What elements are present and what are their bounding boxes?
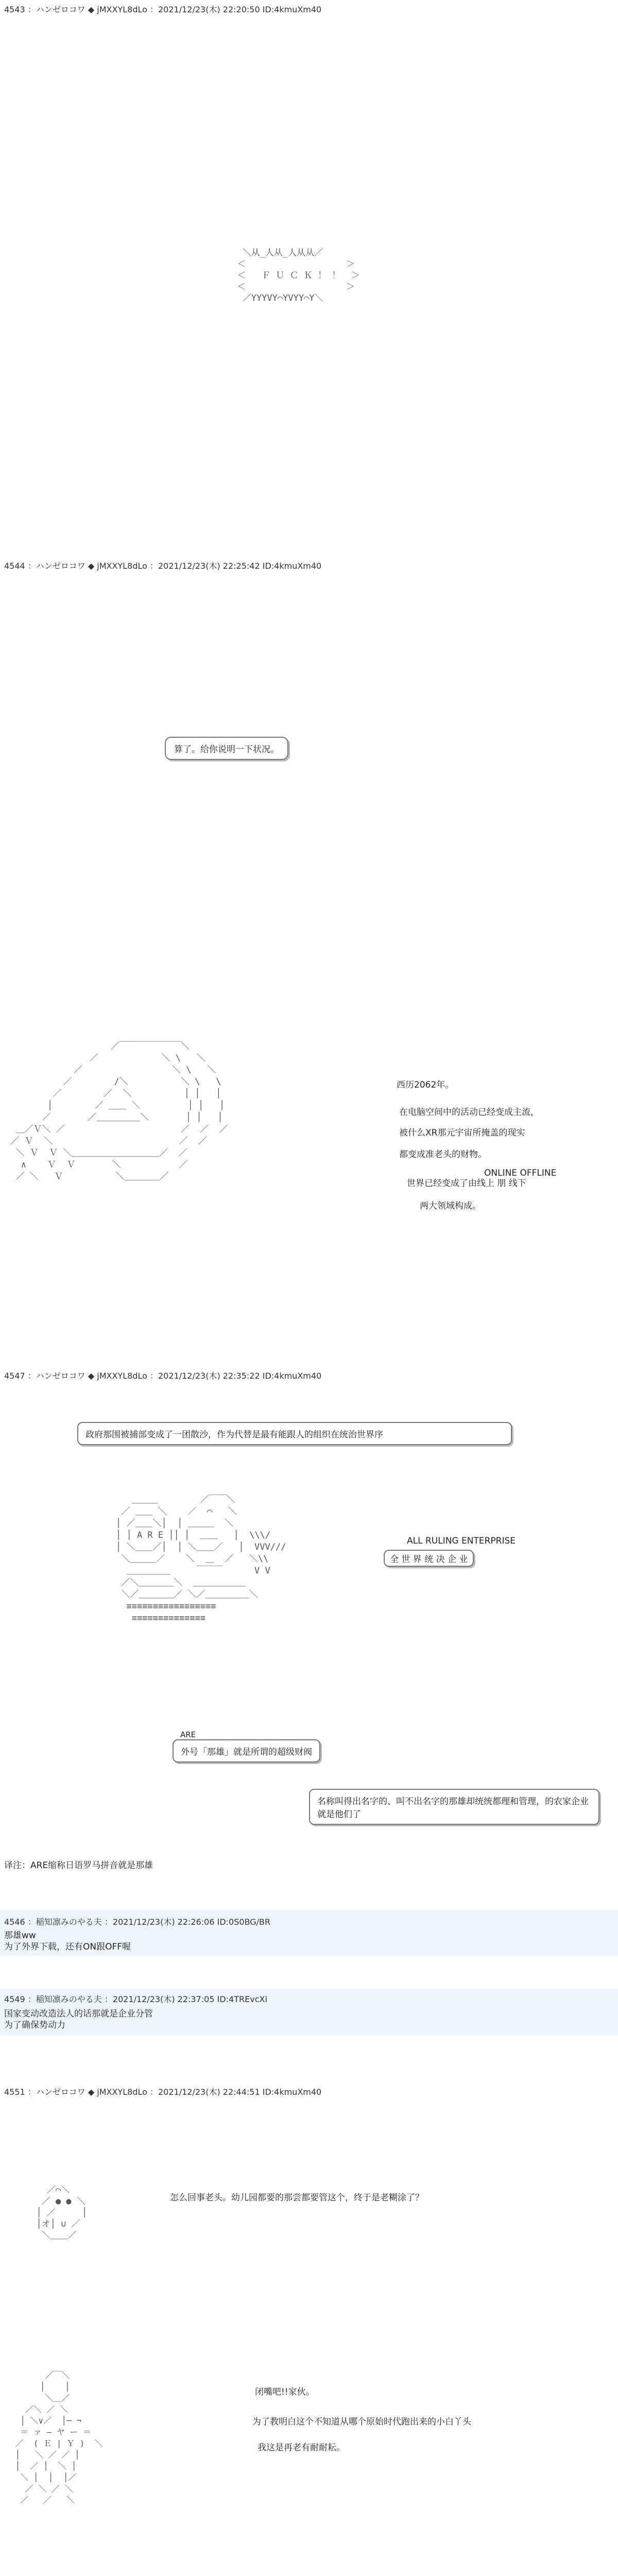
reply-line: 国家变动改造法人的话那就是企业分管: [4, 2009, 153, 2019]
post-header: 4544 ：ハンゼロコワ ◆ jMXXYL8dLo ：2021/12/23(木) 22:25:42 ID:4kmuXm40: [4, 561, 322, 571]
are-logo-art: ＿＿＿ ／￣￣＼ ／ ＿＿ ＼ ／ ⌒ ＼ │ ／＿＿＼│ │ ＿＿＿ ＼ │ │ A R E ││ │ ＿＿ │ \\\/ │ ＼＿＿／│ │ ＼＿＿／ │ VVV/// ＼＿＿＿／ ＼ ＿ ／ ＼\\ ＿＿＿＿＿ ￣￣￣ V V ／＼＿＿＿＿＼ ＿＿＿＿＿＿ ＼／＿＿＿＿／ ＼／＿＿＿＿＿＼ ≡≡≡≡≡≡≡≡≡≡≡≡≡≡≡≡≡ ≡≡≡≡≡≡≡≡≡≡≡≡≡≡: [116, 1495, 286, 1623]
translator-note: 译注：ARE缩称日语罗马拼音就是那雄: [4, 1860, 153, 1871]
top-narration-box: [77, 1422, 512, 1445]
post-4547: [0, 1365, 618, 1896]
post-header: 4547 ：ハンゼロコワ ◆ jMXXYL8dLo ：2021/12/23(木) 22:35:22 ID:4kmuXm40: [4, 1371, 322, 1381]
yaruo-face-art: ／⌒＼ ／ ● ● ＼ │ ／ │ │オ│ ∪ ／ ＼＿＿／: [36, 2185, 88, 2241]
are-chinese-label: 全 世 界 统 决 企 业: [390, 1554, 468, 1565]
top-narration-text: 政府那围被捕部变成了一团散沙，作为代替是最有能跟人的组织在统治世界序: [85, 1430, 383, 1440]
left-caption-text: 外号「那雄」就是所谓的超级财阀: [181, 1747, 312, 1757]
dialogue-line: 闭嘴吧!!家伙。: [255, 2387, 315, 2397]
post-4551: [0, 2081, 618, 2576]
sphere-art: ／￣￣￣￣￣￣￣＼ ／ ＼ \ ＼ ／ ＼ \ ＼ ／ /＼ ＼ \ \ ／ ／ ＼ │ │ │ │ ／ ＿＿ ＼ │ │ │ ／ ／＿＿＿＿＿＼ │ │ │ ＿／Ｖ＼ ／ ／ ／ ／ ／ Ｖ ＼ ／ ／ ＼ Ｖ Ｖ ＼＿＿＿＿＿＿＿＿＿＿／ ／ ∧ Ｖ Ｖ ＼ ／ ／ ＼ Ｖ ＼＿＿＿＿／: [10, 1041, 228, 1182]
dialogue-line: 我这是再老有耐耐耘。: [258, 2443, 345, 2453]
post-header: 4549 ：稲知凛みのやる夫 ：2021/12/23(木) 22:37:05 ID:4TREvcXi: [4, 1994, 267, 2004]
old-man-art: ／￣＼ │ │ ＼＿／ ／＼ ／ ＼ │ ＼∨／ │─ ¬ ＝ ァ ― ヤ ー ＝ ／ ( Ｅ | Ｙ ) ＼ │ ＼ ／ ／ │ │ ／ │ ＼ │ ＼ │ │ │／ ／ ＼ ／ ＼ ／ ／ ＼: [15, 2370, 103, 2505]
right-caption-text: 名称叫得出名字的、叫不出名字的那雄却统统都理和管理，的农家企业就是他们了: [317, 1797, 589, 1820]
post-4544: [0, 556, 618, 1365]
narration-line: 在电脑空间中的活动已经变成主流，: [399, 1107, 539, 1117]
post-header: 4546 ：稲知凛みのやる夫 ：2021/12/23(木) 22:26:06 ID:0S0BG/BR: [4, 1917, 271, 1927]
post-header: 4551 ：ハンゼロコワ ◆ jMXXYL8dLo ：2021/12/23(木) 22:44:51 ID:4kmuXm40: [4, 2087, 322, 2097]
post-4546: [0, 1910, 618, 1956]
post-4549: [0, 1989, 618, 2035]
left-caption-box: [173, 1739, 320, 1762]
are-chinese-box: [384, 1550, 474, 1567]
box-left-label: ARE: [180, 1730, 196, 1739]
dialogue-line: 怎么回事老头。幼儿园都要的那尝都要管这个，终于是老糊涂了？: [170, 2193, 424, 2203]
post-header: 4543 ：ハンゼロコワ ◆ jMXXYL8dLo ：2021/12/23(木) 22:20:50 ID:4kmuXm40: [4, 5, 322, 14]
narration-line: 都变成准老头的财物。: [399, 1149, 487, 1160]
narration-line: ONLINE OFFLINE: [484, 1168, 557, 1178]
are-english-label: ALL RULING ENTERPRISE: [407, 1536, 516, 1546]
reply-line: 为了外界下载，还有ON跟OFF喔: [4, 1942, 131, 1952]
narration-line: 两大领域构成。: [420, 1201, 481, 1211]
dialogue-line: 为了教明白这个不知道从哪个原始时代跑出来的小白丫头: [252, 2417, 471, 2427]
narration-line: 西历2062年。: [397, 1080, 454, 1090]
right-caption-box: [309, 1789, 599, 1825]
reply-line: 那雄ww: [4, 1930, 36, 1941]
post-4543: [0, 0, 618, 556]
reply-line: 为了确保势动力: [4, 2020, 65, 2030]
narration-line: 被什么XR那元宇宙所掩盖的现实: [399, 1128, 525, 1138]
narration-line: 世界已经变成了由线上 朋 线下: [407, 1178, 526, 1189]
speech-bubble: 算了。给你说明一下状况。: [165, 737, 288, 760]
fuck-exclamation-art: ＼从_人从_人从从／ ＜ ＞ ＜ Ｆ Ｕ Ｃ Ｋ ！ ！ ＞ ＜ ＞ ／YYYVY⌒YVYY⌒Y＼: [237, 248, 360, 303]
